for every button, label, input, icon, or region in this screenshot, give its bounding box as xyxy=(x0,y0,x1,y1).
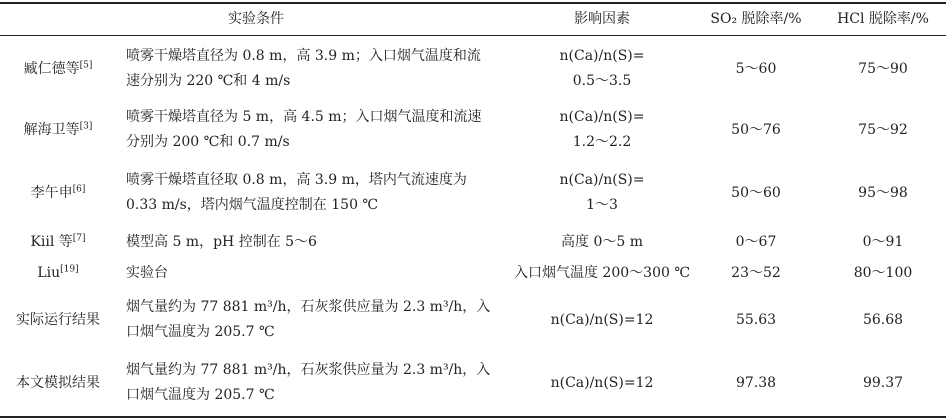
factor-line: n(Ca)/n(S)= xyxy=(559,172,645,188)
condition-line: 分别为 200 ℃和 0.7 m/s xyxy=(126,134,290,150)
reference-mark: [3] xyxy=(79,120,93,131)
condition-cell xyxy=(126,162,512,224)
source-name: 臧仁德等[5] xyxy=(23,59,93,77)
condition-line: 喷雾干燥塔直径取 0.8 m，高 3.9 m，塔内气流速度为 xyxy=(126,172,467,188)
factor-line: n(Ca)/n(S)=12 xyxy=(550,374,654,391)
factor-cell xyxy=(508,101,696,159)
so2-removal-cell: 97.38 xyxy=(735,374,777,391)
source-cell xyxy=(0,228,116,256)
hcl-removal-cell: 75～92 xyxy=(858,121,908,138)
so2-removal-cell: 55.63 xyxy=(735,311,777,328)
source-cell xyxy=(0,291,116,349)
condition-line: 速分别为 220 ℃和 4 m/s xyxy=(126,73,291,89)
so2-removal-cell: 23～52 xyxy=(731,264,781,281)
factor-line: n(Ca)/n(S)=12 xyxy=(550,311,654,328)
source-name: Kiil 等[7] xyxy=(30,232,86,250)
header-condition: 实验条件 xyxy=(228,11,284,27)
factor-cell xyxy=(508,162,696,224)
header-hcl-removal: HCl 脱除率/% xyxy=(837,11,929,27)
source-cell xyxy=(0,353,116,413)
source-cell xyxy=(0,101,116,159)
factor-line: n(Ca)/n(S)= xyxy=(559,109,645,125)
factor-cell xyxy=(508,228,696,256)
hcl-removal-cell: 56.68 xyxy=(862,311,904,328)
so2-removal-cell: 50～60 xyxy=(731,184,781,201)
factor-cell xyxy=(508,353,696,413)
table-bottom-rule xyxy=(0,416,946,418)
condition-cell xyxy=(126,258,512,288)
factor-line: 高度 0～5 m xyxy=(561,233,643,250)
factor-cell xyxy=(508,291,696,349)
so2-removal-cell: 5～60 xyxy=(735,60,777,77)
condition-cell xyxy=(126,291,512,349)
condition-line: 口烟气温度为 205.7 ℃ xyxy=(126,324,275,340)
factor-line: n(Ca)/n(S)= xyxy=(559,48,645,64)
source-cell xyxy=(0,162,116,224)
condition-cell xyxy=(126,228,512,256)
hcl-removal-cell: 95～98 xyxy=(858,184,908,201)
table-header-rule xyxy=(0,35,946,36)
condition-cell xyxy=(126,101,512,159)
source-name: 实际运行结果 xyxy=(16,311,100,328)
so2-removal-cell: 50～76 xyxy=(731,121,781,138)
source-name: 李午申[6] xyxy=(30,183,86,201)
condition-cell xyxy=(126,40,512,98)
factor-cell xyxy=(508,40,696,98)
condition-line: 烟气量约为 77 881 m³/h，石灰浆供应量为 2.3 m³/h，入 xyxy=(126,362,491,378)
hcl-removal-cell: 75～90 xyxy=(858,60,908,77)
factor-line: 0.5～3.5 xyxy=(572,73,632,89)
factor-cell xyxy=(508,258,696,288)
condition-line: 实验台 xyxy=(126,264,168,281)
so2-removal-cell: 0～67 xyxy=(735,233,777,250)
reference-mark: [7] xyxy=(72,232,86,243)
reference-mark: [6] xyxy=(72,183,86,194)
hcl-removal-cell: 99.37 xyxy=(862,374,904,391)
hcl-removal-cell: 80～100 xyxy=(853,264,913,281)
condition-line: 模型高 5 m，pH 控制在 5～6 xyxy=(126,233,317,250)
condition-line: 口烟气温度为 205.7 ℃ xyxy=(126,387,275,403)
source-cell xyxy=(0,258,116,288)
reference-mark: [19] xyxy=(60,263,79,274)
factor-line: 1～3 xyxy=(586,197,618,213)
hcl-removal-cell: 0～91 xyxy=(862,233,904,250)
source-cell xyxy=(0,40,116,98)
condition-line: 喷雾干燥塔直径为 0.8 m，高 3.9 m；入口烟气温度和流 xyxy=(126,48,481,64)
source-name: 解海卫等[3] xyxy=(23,120,93,138)
reference-mark: [5] xyxy=(79,59,93,70)
source-name: Liu[19] xyxy=(37,263,79,281)
table-top-rule xyxy=(0,2,946,4)
condition-line: 烟气量约为 77 881 m³/h，石灰浆供应量为 2.3 m³/h，入 xyxy=(126,299,491,315)
factor-line: 1.2～2.2 xyxy=(572,134,632,150)
condition-line: 喷雾干燥塔直径为 5 m，高 4.5 m；入口烟气温度和流速 xyxy=(126,109,482,125)
condition-line: 0.33 m/s，塔内烟气温度控制在 150 ℃ xyxy=(126,197,379,213)
factor-line: 入口烟气温度 200～300 ℃ xyxy=(513,264,690,281)
condition-cell xyxy=(126,353,512,413)
header-factor: 影响因素 xyxy=(574,11,630,27)
header-so2-removal: SO₂ 脱除率/% xyxy=(710,11,802,27)
source-name: 本文模拟结果 xyxy=(16,374,100,391)
